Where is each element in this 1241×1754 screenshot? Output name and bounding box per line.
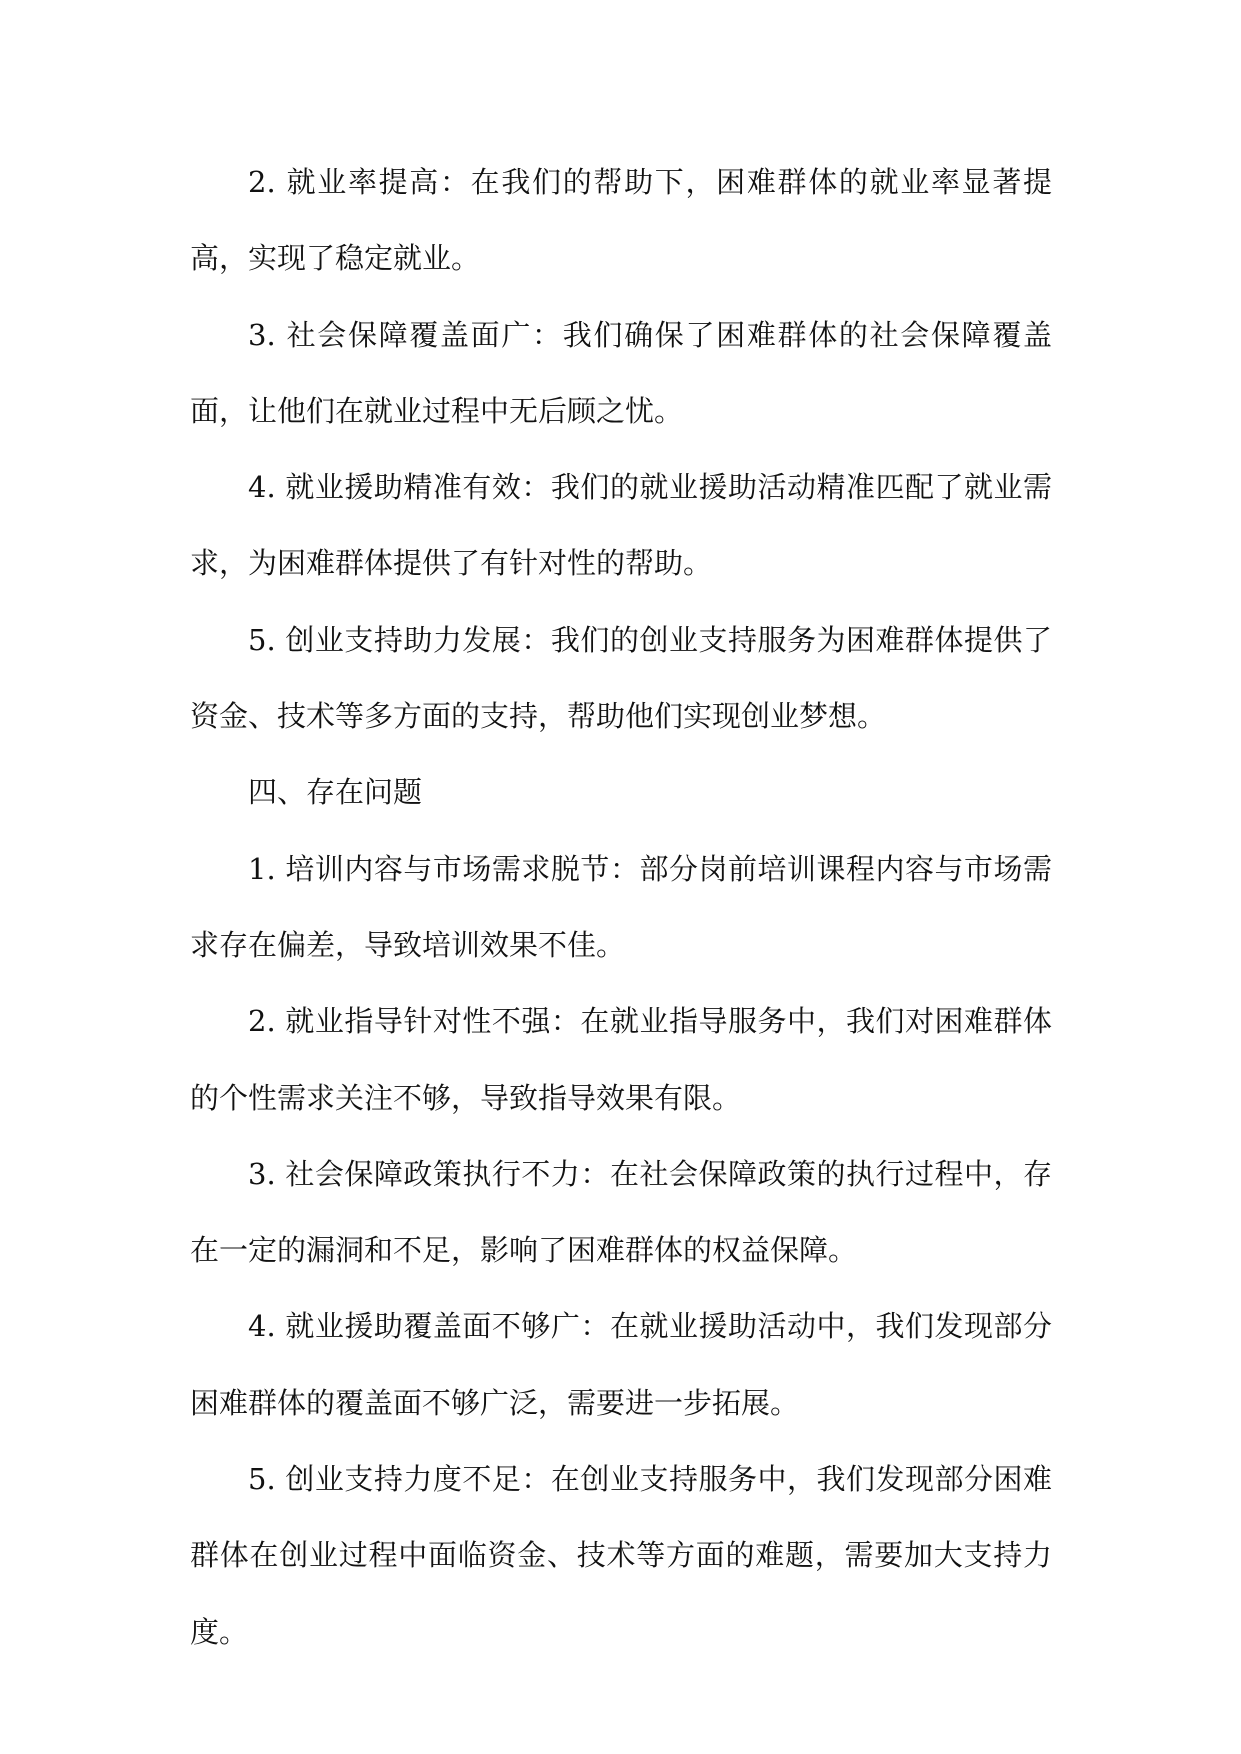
paragraph-problem-1: 1. 培训内容与市场需求脱节：部分岗前培训课程内容与市场需求存在偏差，导致培训效果不佳。 (190, 851, 1052, 962)
paragraph-problem-5: 5. 创业支持力度不足：在创业支持服务中，我们发现部分困难群体在创业过程中面临资金、技术等方面的难题，需要加大支持力度。 (190, 1462, 1052, 1649)
paragraph-result-3: 3. 社会保障覆盖面广：我们确保了困难群体的社会保障覆盖面，让他们在就业过程中无后顾之忧。 (190, 317, 1052, 428)
paragraph-problem-2: 2. 就业指导针对性不强：在就业指导服务中，我们对困难群体的个性需求关注不够，导致指导效果有限。 (190, 1004, 1052, 1115)
section-heading-problems: 四、存在问题 (248, 775, 423, 810)
paragraph-result-4: 4. 就业援助精准有效：我们的就业援助活动精准匹配了就业需求，为困难群体提供了有针对性的帮助。 (190, 470, 1052, 581)
document-body (190, 144, 1052, 1670)
paragraph-result-2: 2. 就业率提高：在我们的帮助下，困难群体的就业率显著提高，实现了稳定就业。 (190, 165, 1052, 276)
paragraph-problem-4: 4. 就业援助覆盖面不够广：在就业援助活动中，我们发现部分困难群体的覆盖面不够广泛，需要进一步拓展。 (190, 1309, 1052, 1420)
paragraph-result-5: 5. 创业支持助力发展：我们的创业支持服务为困难群体提供了资金、技术等多方面的支持，帮助他们实现创业梦想。 (190, 622, 1052, 734)
paragraph-problem-3: 3. 社会保障政策执行不力：在社会保障政策的执行过程中，存在一定的漏洞和不足，影响了困难群体的权益保障。 (190, 1156, 1052, 1268)
